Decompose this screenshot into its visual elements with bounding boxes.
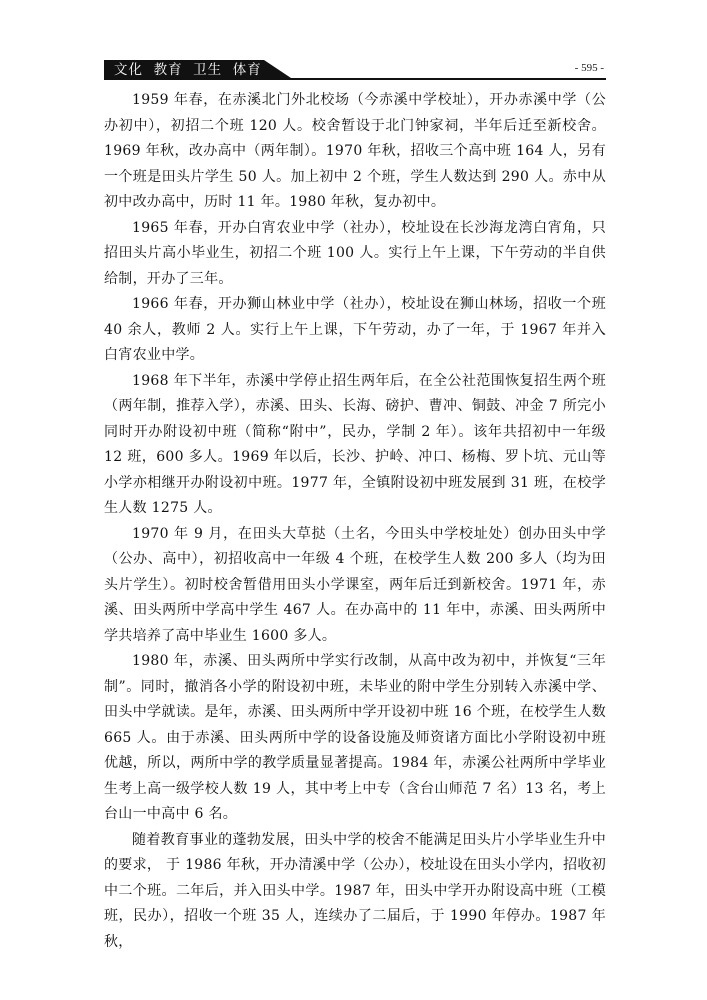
paragraph: 1968 年下半年，赤溪中学停止招生两年后，在全公社范围恢复招生两个班（两年制，推荐入学），赤溪、田头、长海、磅护、曹冲、铜鼓、冲金 7 所完小同时开办附设初中班（简称“附中”，民办，学制 2 年）。该年共招初中一年级 12 班，600 多人。1969 年以后，长沙、护岭、冲口、杨梅、罗卜坑、元山等小学亦相继开办附设初中班。1977 年，全镇附设初中班发展到 31 班，在校学生人数 1275 人。: [104, 372, 606, 516]
body-text: [104, 88, 606, 955]
paragraph: 1970 年 9 月，在田头大草挞（土名，今田头中学校址处）创办田头中学（公办、高中），初招收高中一年级 4 个班，在校学生人数 200 多人（均为田头片学生）。初时校舍暂借用田头小学课室，两年后迁到新校舍。1971 年，赤溪、田头两所中学高中学生 467 人。在办高中的 11 年中，赤溪、田头两所中学共培养了高中毕业生 1600 多人。: [104, 525, 606, 644]
page-header: [104, 60, 606, 80]
paragraph: 1959 年春，在赤溪北门外北校场（今赤溪中学校址），开办赤溪中学（公办初中），初招二个班 120 人。校舍暂设于北门钟家祠，半年后迁至新校舍。1969 年秋，改办高中（两年制）。1970 年秋，招收三个高中班 164 人，另有一个班是田头片学生 50 人。加上初中 2 个班，学生人数达到 290 人。赤中从初中改办高中，历时 11 年。1980 年秋，复办初中。: [104, 92, 606, 210]
paragraph: 1966 年春，开办狮山林业中学（社办），校址设在狮山林场，招收一个班 40 余人，教师 2 人。实行上午上课，下午劳动，办了一年，于 1967 年并入白宵农业中学。: [104, 296, 606, 363]
paragraph: 随着教育事业的蓬勃发展，田头中学的校舍不能满足田头片小学毕业生升中的要求， 于 1986 年秋，开办清溪中学（公办），校址设在田头小学内，招收初中二个班。二年后，并入田头中学。1987 年，田头中学开办附设高中班（工模班，民办），招收一个班 35 人，连续办了二届后，于 1990 年停办。1987 年秋，: [104, 831, 606, 950]
paragraph: 1965 年春，开办白宵农业中学（社办），校址设在长沙海龙湾白宵角，只招田头片高小毕业生，初招二个班 100 人。实行上午上课，下午劳动的半自供给制，开办了三年。: [104, 219, 606, 287]
paragraph: 1980 年，赤溪、田头两所中学实行改制，从高中改为初中，并恢复“三年制”。同时，撤消各小学的附设初中班，未毕业的附中学生分别转入赤溪中学、田头中学就读。是年，赤溪、田头两所中学开设初中班 16 个班，在校学生人数 665 人。由于赤溪、田头两所中学的设备设施及师资诸方面比小学附设初中班优越，所以，两所中学的教学质量显著提高。1984 年，赤溪公社两所中学毕业生考上高一级学校人数 19 人，其中考上中专（含台山师范 7 名）13 名，考上台山一中高中 6 名。: [104, 653, 606, 822]
section-title: 文化 教育 卫生 体育: [114, 62, 262, 78]
page-number: - 595 -: [574, 62, 604, 74]
header-rule: [104, 78, 606, 80]
